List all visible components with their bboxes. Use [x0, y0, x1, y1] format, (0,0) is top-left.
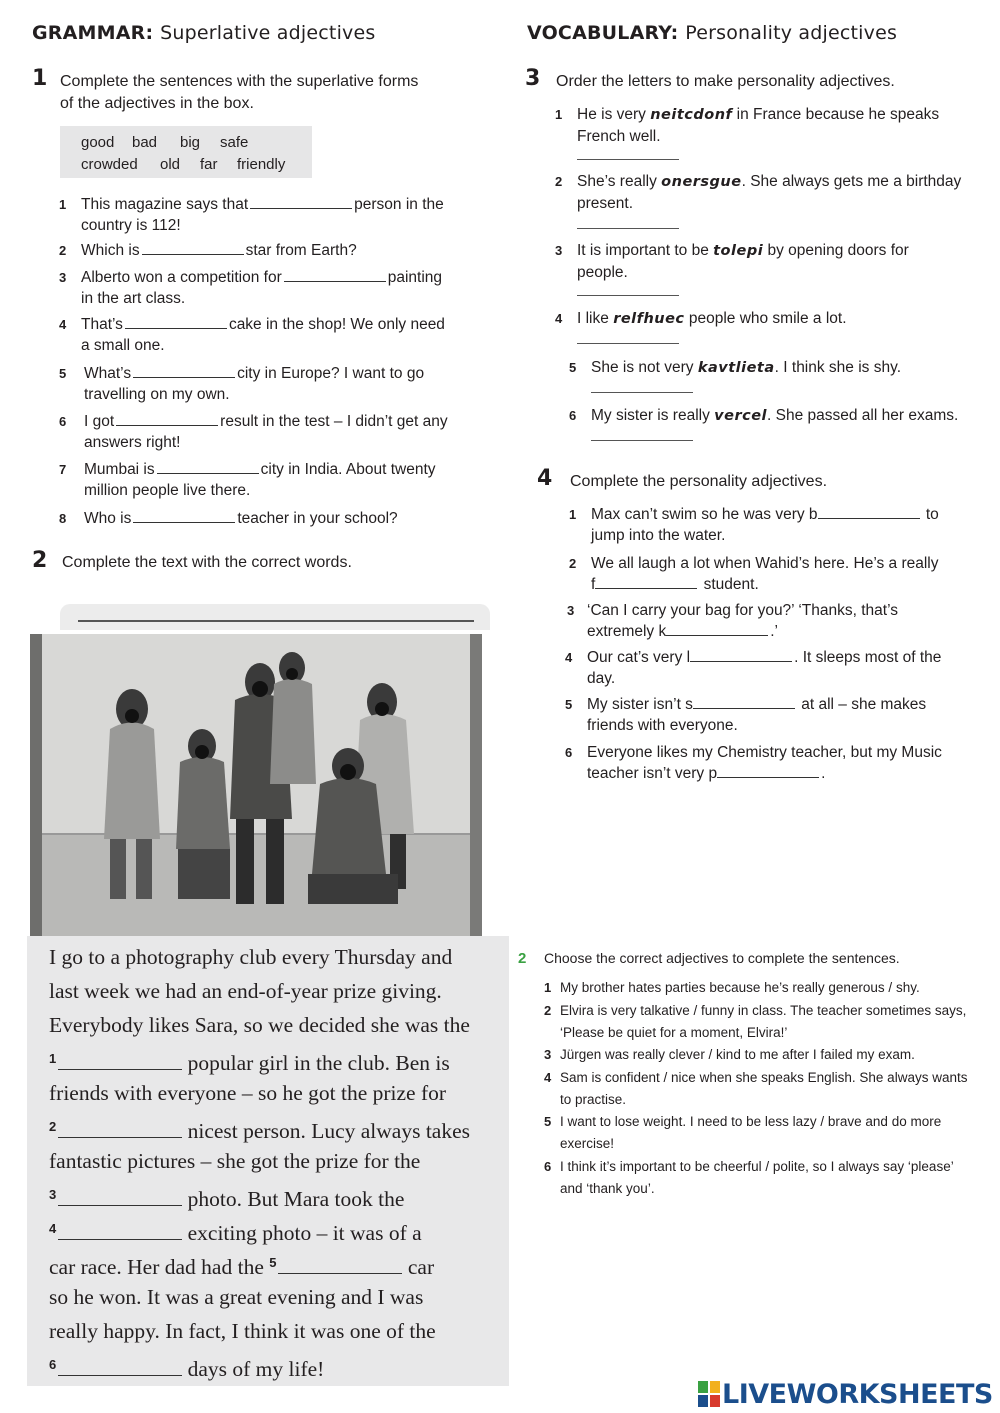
item-text: cake in the shop! We only need [228, 316, 445, 333]
answer-blank[interactable] [818, 505, 920, 519]
box-word: bad [132, 134, 158, 151]
ex4-item-2 [569, 553, 994, 595]
ex3-answer-line-3[interactable] [577, 295, 679, 296]
answer-blank[interactable] [693, 695, 795, 709]
item-number: 1 [59, 197, 67, 212]
item-text: student. [703, 576, 759, 593]
item-text: people. [577, 264, 628, 281]
box-word: safe [220, 134, 249, 151]
item-number: 1 [569, 507, 577, 522]
story-line-gap-4 [49, 1212, 422, 1250]
scrambled-word: tolepi [713, 243, 764, 259]
ex3-item-2 [555, 171, 985, 213]
item-text: answers right! [84, 434, 181, 451]
exercise-2b-number: 2 [518, 950, 527, 967]
item-text: . I think she is shy. [774, 359, 902, 376]
divider [78, 620, 474, 622]
item-number: 3 [555, 243, 563, 258]
item-text: I want to lose weight. I need to be less lazy / brave and do more [560, 1114, 942, 1129]
item-number: 5 [544, 1114, 552, 1129]
item-text: Who is [84, 510, 132, 527]
box-word: crowded [81, 156, 138, 173]
item-text: present. [577, 195, 634, 212]
story-text: days of my life! [187, 1357, 325, 1381]
story-line: last week we had an end-of-year prize giving. [49, 979, 442, 1003]
item-text: country is 112! [81, 217, 181, 234]
item-text: My brother hates parties because he’s really generous / shy. [560, 980, 920, 995]
item-text: We all laugh a lot when Wahid’s here. He’s a really [591, 555, 939, 572]
item-text: people who smile a lot. [688, 310, 847, 327]
item-text: in the art class. [81, 290, 186, 307]
item-text: a small one. [81, 337, 165, 354]
item-text: Alberto won a competition for [81, 269, 282, 286]
story-blank-6[interactable] [58, 1359, 182, 1376]
ex3-item-5 [569, 357, 989, 379]
liveworksheets-logo-text: LIVEWORKSHEETS [722, 1379, 993, 1410]
exercise-1-number: 1 [32, 66, 48, 91]
item-text: . It sleeps most of the [794, 649, 942, 666]
ex1-item-2 [59, 240, 499, 262]
grammar-title-rest: Superlative adjectives [160, 22, 376, 44]
box-word: far [200, 156, 218, 173]
ex1-item-7 [59, 459, 499, 501]
exercise-3-instruction: Order the letters to make personality adjectives. [556, 73, 895, 90]
item-text: extremely k [587, 623, 667, 640]
liveworksheets-logo-icon [698, 1381, 720, 1407]
ex1-item-1 [59, 194, 499, 236]
story-line: I go to a photography club every Thursday and [49, 945, 453, 969]
ex4-item-3 [567, 600, 992, 642]
item-text: teacher isn’t very p [587, 765, 718, 782]
story-line: really happy. In fact, I think it was one of the [49, 1319, 436, 1343]
story-line-gap-1 [49, 1042, 450, 1080]
item-number: 6 [544, 1159, 552, 1174]
ex2b-item-6 [544, 1156, 984, 1200]
item-number: 4 [544, 1070, 552, 1085]
ex4-item-4 [565, 647, 990, 689]
story-text: nicest person. Lucy always takes [187, 1119, 471, 1143]
box-word: friendly [237, 156, 286, 173]
story-line: Everybody likes Sara, so we decided she was the [49, 1013, 470, 1037]
item-text: He is very [577, 106, 646, 123]
vocabulary-title-rest: Personality adjectives [685, 22, 898, 44]
item-text: It is important to be [577, 242, 709, 259]
item-number: 4 [565, 650, 573, 665]
answer-blank[interactable] [116, 412, 218, 426]
gap-number: 2 [49, 1119, 57, 1134]
story-line: fantastic pictures – she got the prize for the [49, 1149, 421, 1173]
item-text: Mumbai is [84, 461, 155, 478]
answer-blank[interactable] [250, 195, 352, 209]
item-text: Elvira is very talkative / funny in class. The teacher sometimes says, [560, 1003, 967, 1018]
exercise-2-instruction: Complete the text with the correct words. [62, 554, 352, 571]
box-word: old [160, 156, 181, 173]
item-number: 2 [569, 556, 577, 571]
answer-blank[interactable] [666, 622, 768, 636]
item-text: city in Europe? I want to go [237, 365, 425, 382]
item-text: at all – she makes [801, 696, 927, 713]
item-text: teacher in your school? [237, 510, 398, 527]
item-text: friends with everyone. [587, 717, 738, 734]
item-text: painting [387, 269, 443, 286]
answer-blank[interactable] [157, 460, 259, 474]
story-blank-3[interactable] [58, 1189, 182, 1206]
ex3-answer-line-4[interactable] [577, 343, 679, 344]
ex1-item-3 [59, 267, 499, 309]
item-text: My sister isn’t s [587, 696, 693, 713]
item-text: travelling on my own. [84, 386, 230, 403]
item-number: 3 [544, 1047, 552, 1062]
item-number: 4 [59, 317, 67, 332]
item-text: by opening doors for [767, 242, 909, 259]
item-number: 3 [567, 603, 575, 618]
item-number: 8 [59, 511, 67, 526]
item-number: 6 [565, 745, 573, 760]
gap-number: 4 [49, 1221, 57, 1236]
item-number: 5 [59, 366, 67, 381]
exercise-1-instruction-line2: of the adjectives in the box. [60, 95, 254, 112]
grammar-title-bold: GRAMMAR: [32, 22, 154, 44]
item-number: 2 [544, 1003, 552, 1018]
item-text: to practise. [560, 1092, 627, 1107]
item-text: Max can’t swim so he was very b [591, 506, 818, 523]
photographers-photo [30, 634, 482, 936]
adjective-box [60, 126, 312, 178]
item-text: city in India. About twenty [260, 461, 436, 478]
item-text: What’s [84, 365, 132, 382]
item-text: She’s really [577, 173, 657, 190]
item-text: . [821, 765, 826, 782]
item-number: 7 [59, 462, 67, 477]
answer-blank[interactable] [142, 241, 244, 255]
answer-blank[interactable] [595, 575, 697, 589]
item-text: ‘Please be quiet for a moment, Elvira!’ [560, 1025, 788, 1040]
item-number: 2 [555, 174, 563, 189]
story-panel [27, 936, 509, 1386]
exercise-1-instruction-line1: Complete the sentences with the superlative forms [60, 73, 419, 90]
item-text: This magazine says that [81, 196, 249, 213]
ex1-item-5 [59, 363, 499, 405]
item-text: French well. [577, 128, 661, 145]
item-number: 3 [59, 270, 67, 285]
text-panel-top [60, 604, 490, 630]
item-text: My sister is really [591, 407, 710, 424]
scrambled-word: neitcdonf [650, 107, 733, 123]
item-number: 6 [569, 408, 577, 423]
item-text: day. [587, 670, 616, 687]
liveworksheets-logo [698, 1379, 994, 1409]
ex1-item-4 [59, 314, 499, 356]
item-text: .’ [770, 623, 778, 640]
answer-blank[interactable] [133, 364, 235, 378]
ex3-answer-line-6[interactable] [591, 440, 693, 441]
story-line-gap-6 [49, 1348, 324, 1386]
story-blank-4[interactable] [58, 1223, 182, 1240]
item-text: I got [84, 413, 115, 430]
box-word: big [180, 134, 201, 151]
ex4-item-6 [565, 742, 990, 784]
ex1-item-6 [59, 411, 499, 453]
item-text: exercise! [560, 1136, 615, 1151]
item-text: star from Earth? [245, 242, 357, 259]
gap-number: 3 [49, 1187, 57, 1202]
answer-blank[interactable] [284, 268, 386, 282]
item-text: I think it’s important to be cheerful / polite, so I always say ‘please’ [560, 1159, 954, 1174]
exercise-2-number: 2 [32, 548, 48, 573]
story-line-gap-3 [49, 1178, 404, 1216]
grammar-section-title [32, 22, 375, 44]
answer-blank[interactable] [125, 315, 227, 329]
ex2b-item-5 [544, 1111, 984, 1155]
item-number: 5 [565, 697, 573, 712]
story-text: popular girl in the club. Ben is [187, 1051, 450, 1075]
exercise-4-number: 4 [537, 466, 553, 491]
ex3-answer-line-5[interactable] [591, 392, 693, 393]
gap-number: 1 [49, 1051, 57, 1066]
story-text: exciting photo – it was of a [187, 1221, 422, 1245]
ex4-item-1 [569, 504, 994, 546]
ex2b-item-2 [544, 1000, 984, 1044]
item-text: million people live there. [84, 482, 251, 499]
ex3-item-1 [555, 104, 985, 146]
item-text: That’s [81, 316, 123, 333]
answer-blank[interactable] [690, 648, 792, 662]
vocabulary-section-title [527, 22, 897, 44]
ex1-item-8 [59, 508, 499, 530]
item-text: Which is [81, 242, 140, 259]
item-text: Sam is confident / nice when she speaks English. She always wants [560, 1070, 968, 1085]
item-text: and ‘thank you’. [560, 1181, 655, 1196]
story-line-gap-5 [49, 1246, 434, 1284]
scrambled-word: relfhuec [613, 311, 685, 327]
item-text: in France because he speaks [736, 106, 940, 123]
item-number: 6 [59, 414, 67, 429]
item-text: person in the [354, 196, 444, 213]
scrambled-word: onersgue [661, 174, 742, 190]
ex2b-item-1 [544, 977, 984, 999]
story-text: car race. Her dad had the [49, 1255, 264, 1279]
item-text: Jürgen was really clever / kind to me after I failed my exam. [560, 1047, 915, 1062]
answer-blank[interactable] [133, 509, 235, 523]
photographers-photo-icon [30, 634, 482, 936]
item-number: 2 [59, 243, 67, 258]
item-text: jump into the water. [591, 527, 726, 544]
ex3-item-6 [569, 405, 994, 427]
item-number: 1 [544, 980, 552, 995]
gap-number: 6 [49, 1357, 57, 1372]
item-number: 4 [555, 311, 563, 326]
ex3-item-4 [555, 308, 985, 330]
exercise-2b-instruction: Choose the correct adjectives to complete the sentences. [544, 950, 900, 966]
item-text: f [591, 576, 596, 593]
gap-number: 5 [269, 1255, 277, 1270]
story-text: photo. But Mara took the [187, 1187, 405, 1211]
item-text: . She passed all her exams. [767, 407, 959, 424]
box-word: good [81, 134, 115, 151]
story-line: so he won. It was a great evening and I was [49, 1285, 424, 1309]
item-number: 1 [555, 107, 563, 122]
item-text: She is not very [591, 359, 694, 376]
item-text: Everyone likes my Chemistry teacher, but my Music [587, 744, 942, 761]
item-text: result in the test – I didn’t get any [220, 413, 448, 430]
story-line-gap-2 [49, 1110, 470, 1148]
ex3-answer-line-1[interactable] [577, 159, 679, 160]
answer-blank[interactable] [717, 764, 819, 778]
item-number: 5 [569, 360, 577, 375]
ex3-item-3 [555, 240, 985, 282]
scrambled-word: vercel [714, 408, 768, 424]
exercise-3-number: 3 [525, 66, 541, 91]
exercise-4-instruction: Complete the personality adjectives. [570, 473, 828, 490]
item-text: ‘Can I carry your bag for you?’ ‘Thanks, that’s [587, 602, 899, 619]
ex4-item-5 [565, 694, 990, 736]
item-text: Our cat’s very l [587, 649, 691, 666]
ex2b-item-3 [544, 1044, 984, 1066]
story-blank-2[interactable] [58, 1121, 182, 1138]
item-text: to [925, 506, 939, 523]
story-text: car [407, 1255, 435, 1279]
scrambled-word: kavtlieta [697, 360, 775, 376]
story-blank-5[interactable] [278, 1257, 402, 1274]
story-blank-1[interactable] [58, 1053, 182, 1070]
story-line: friends with everyone – so he got the prize for [49, 1081, 447, 1105]
ex2b-item-4 [544, 1067, 984, 1111]
item-text: I like [577, 310, 609, 327]
ex3-answer-line-2[interactable] [577, 228, 679, 229]
vocabulary-title-bold: VOCABULARY: [527, 22, 679, 44]
item-text: . She always gets me a birthday [741, 173, 962, 190]
